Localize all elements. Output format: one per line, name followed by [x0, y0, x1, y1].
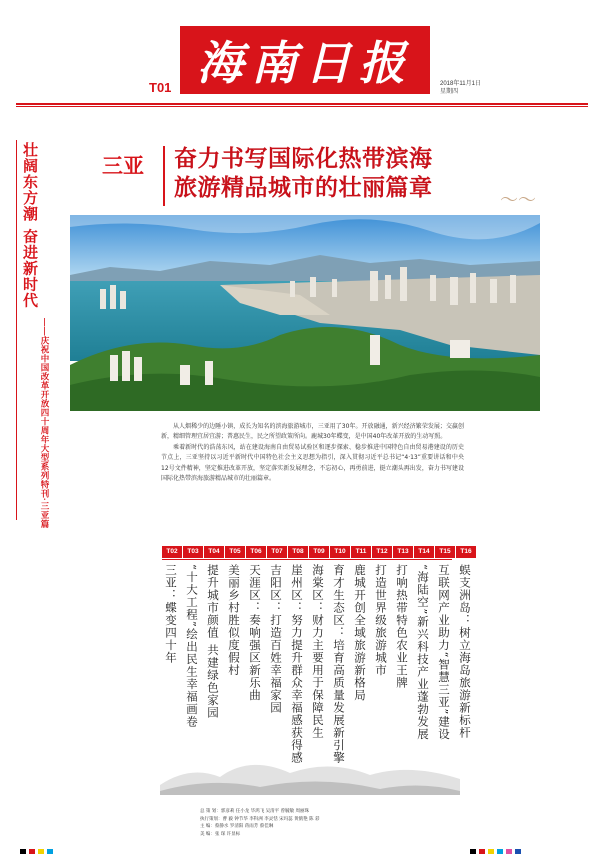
contents-title[interactable]: “海陆空”新兴科技产业蓬勃发展 — [416, 564, 430, 741]
contents-page-tags — [162, 546, 477, 558]
intro-text — [161, 422, 464, 484]
page-tag[interactable]: T15 — [435, 546, 455, 558]
contents-title[interactable]: 海棠区：财力主要用于保障民生 — [311, 564, 325, 739]
registration-marks-right — [470, 849, 521, 854]
page-tag[interactable]: T11 — [351, 546, 371, 558]
page-tag[interactable]: T03 — [183, 546, 203, 558]
ornament-icon: 〜〜 — [500, 190, 536, 211]
headline-line-2: 旅游精品城市的壮丽篇章 — [174, 174, 433, 201]
page-tag[interactable]: T08 — [288, 546, 308, 558]
contents-title[interactable]: 天涯区：奏响强区新乐曲 — [248, 564, 262, 702]
region-label: 三亚 — [102, 153, 144, 178]
contents-title[interactable]: 打响热带特色农业王牌 — [395, 564, 409, 689]
credit-line: 主 编：蔡静水 罗清阳 蒋雨芳 蔡佳琳 — [200, 824, 274, 829]
contents-title[interactable]: 鹿城开创全域旅游新格局 — [353, 564, 367, 702]
intro-paragraph-2: 乘着新时代的浩荡东风，站在建设海南自由贸易试验区和逐步探索、稳步推进中国特色自由贸易港建设的历史节点上，三亚坚持以习近平新时代中国特色社会主义思想为指引，深入贯彻习近平总书记“4·13”重要讲话和中央12号文件精神，坚定推进改革开放，坚定落实新发展理念，不忘初心，再勇前进，挺立潮头再出发，奋力书写建设国际化热带滨海旅游精品城市的壮丽篇章。 — [161, 443, 464, 483]
intro-paragraph-1: 从人烟稀少的边陲小镇，成长为知名的滨海旅游城市，三亚用了30年。开放融通，新兴经济繁荣发展；交赢创新，精细管理宜居宜游；普惠民生，民之所望政策所向。鹿城30年蝶变，是中国40年改革开放的生动写照。 — [161, 423, 464, 441]
page-tag[interactable]: T16 — [456, 546, 476, 558]
masthead-title: 海南日报 — [197, 36, 413, 90]
contents-titles — [160, 564, 475, 764]
header-rule-thin — [16, 106, 588, 107]
side-divider — [16, 140, 17, 520]
contents-title[interactable]: 提升城市颜值 共建绿色家园 — [206, 564, 220, 719]
headline — [174, 144, 433, 202]
contents-title[interactable]: “十大工程”绘出民生幸福画卷 — [185, 564, 199, 728]
registration-marks-left — [20, 849, 53, 854]
side-title: 壮阔东方潮 奋进新时代 — [21, 142, 39, 309]
headline-divider — [163, 146, 165, 206]
ink-landscape-decoration — [160, 745, 460, 795]
contents-title[interactable]: 互联网产业助力“智慧三亚”建设 — [437, 564, 451, 741]
contents-title[interactable]: 育才生态区：培育高质量发展新引擎 — [332, 564, 346, 764]
contents-rule — [162, 559, 452, 560]
page-tag[interactable]: T07 — [267, 546, 287, 558]
contents-title[interactable]: 吉阳区：打造百姓幸福家园 — [269, 564, 283, 714]
contents-title[interactable]: 崖州区：努力提升群众幸福感获得感 — [290, 564, 304, 764]
city-panorama-photo — [70, 215, 540, 411]
masthead — [180, 26, 430, 94]
credit-line: 美 编：张 琛 许显标 — [200, 831, 241, 837]
contents-title[interactable]: 三亚：蝶变四十年 — [164, 564, 178, 664]
page-tag[interactable]: T06 — [246, 546, 266, 558]
credits — [200, 808, 319, 838]
page-tag[interactable]: T14 — [414, 546, 434, 558]
page-tag[interactable]: T10 — [330, 546, 350, 558]
page-tag[interactable]: T02 — [162, 546, 182, 558]
credit-line: 总 策 划：郭彦莉 任小龙 毕鸿飞 吴清平 曾毓敏 周丽珠 — [200, 809, 310, 814]
contents-title[interactable]: 美丽乡村胜似度假村 — [227, 564, 241, 677]
contents-title[interactable]: 蜈支洲岛：树立海岛旅游新标杆 — [458, 564, 472, 739]
headline-line-1: 奋力书写国际化热带滨海 — [174, 145, 433, 172]
date-line: 2018年11月1日 — [440, 81, 481, 87]
issue-date — [440, 80, 481, 96]
page-number: T01 — [149, 80, 172, 95]
page-tag[interactable]: T13 — [393, 546, 413, 558]
page-tag[interactable]: T09 — [309, 546, 329, 558]
contents-title[interactable]: 打造世界级旅游城市 — [374, 564, 388, 677]
credit-line: 执行策划：曹 毅 钟节华 李科洲 李灵恬 宋玛蕊 黄鹤艳 陈 彩 — [200, 816, 320, 822]
side-subtitle: ——庆祝中国改革开放四十周年大型系列特刊·三亚篇 — [40, 318, 50, 529]
weekday-line: 星期四 — [440, 89, 459, 95]
header-rule — [16, 103, 588, 105]
page-tag[interactable]: T04 — [204, 546, 224, 558]
page-tag[interactable]: T05 — [225, 546, 245, 558]
page-tag[interactable]: T12 — [372, 546, 392, 558]
